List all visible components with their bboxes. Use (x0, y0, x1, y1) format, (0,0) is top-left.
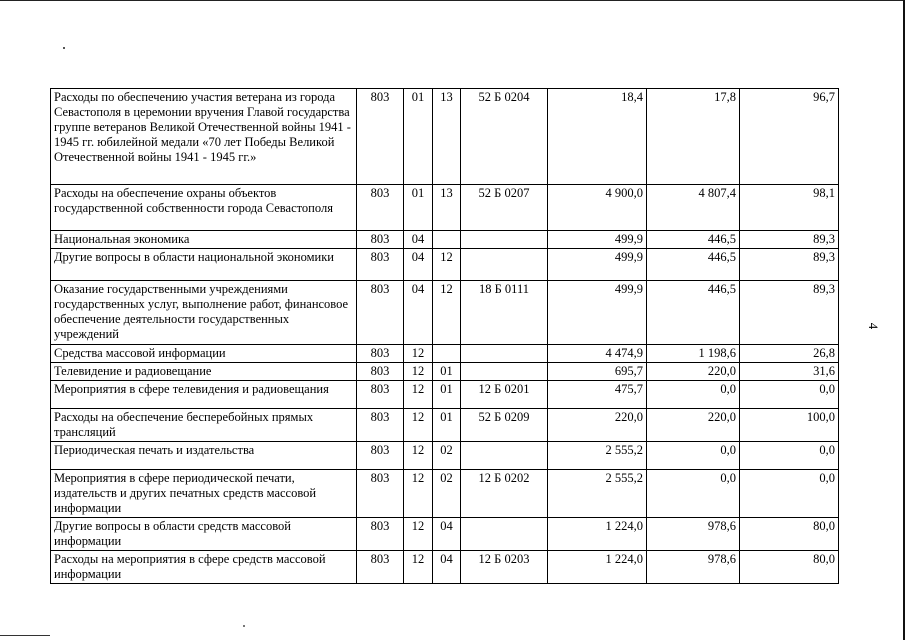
row-ved: 803 (357, 551, 404, 584)
row-fact: 978,6 (647, 518, 740, 551)
row-rz: 01 (404, 185, 433, 231)
row-rz: 04 (404, 281, 433, 345)
row-fact: 220,0 (647, 409, 740, 442)
row-rz: 12 (404, 345, 433, 363)
row-ved: 803 (357, 518, 404, 551)
scan-edge-top (0, 0, 905, 1)
row-pr: 04 (433, 518, 461, 551)
row-plan: 499,9 (548, 281, 647, 345)
row-fact: 17,8 (647, 89, 740, 185)
row-pct: 0,0 (740, 442, 839, 470)
row-name: Расходы на обеспечение охраны объектов государственной собственности города Севастополя (51, 185, 357, 231)
row-ved: 803 (357, 470, 404, 518)
row-rz: 12 (404, 551, 433, 584)
row-ved: 803 (357, 442, 404, 470)
row-pr: 13 (433, 89, 461, 185)
row-csr (461, 231, 548, 249)
scan-speck (63, 47, 65, 49)
row-plan: 499,9 (548, 231, 647, 249)
row-pr: 01 (433, 409, 461, 442)
row-pr: 04 (433, 551, 461, 584)
row-pct: 26,8 (740, 345, 839, 363)
row-pct: 0,0 (740, 470, 839, 518)
row-fact: 4 807,4 (647, 185, 740, 231)
row-ved: 803 (357, 249, 404, 281)
row-csr (461, 442, 548, 470)
row-pr: 01 (433, 381, 461, 409)
row-plan: 1 224,0 (548, 551, 647, 584)
row-pct: 89,3 (740, 231, 839, 249)
row-plan: 2 555,2 (548, 442, 647, 470)
row-pct: 89,3 (740, 249, 839, 281)
row-rz: 12 (404, 518, 433, 551)
row-name: Оказание государственными учреждениями государственных услуг, выполнение работ, финансовое обеспечение деятельности государственных учреждений (51, 281, 357, 345)
row-plan: 475,7 (548, 381, 647, 409)
row-pr: 13 (433, 185, 461, 231)
row-name: Средства массовой информации (51, 345, 357, 363)
row-fact: 446,5 (647, 249, 740, 281)
row-name: Другие вопросы в области национальной экономики (51, 249, 357, 281)
row-plan: 695,7 (548, 363, 647, 381)
row-plan: 4 474,9 (548, 345, 647, 363)
table-row (51, 442, 839, 470)
row-pct: 98,1 (740, 185, 839, 231)
row-fact: 978,6 (647, 551, 740, 584)
row-fact: 1 198,6 (647, 345, 740, 363)
row-ved: 803 (357, 381, 404, 409)
row-rz: 12 (404, 363, 433, 381)
row-csr: 12 Б 0202 (461, 470, 548, 518)
row-csr (461, 345, 548, 363)
table-row (51, 518, 839, 551)
row-name: Национальная экономика (51, 231, 357, 249)
row-plan: 4 900,0 (548, 185, 647, 231)
row-pct: 80,0 (740, 518, 839, 551)
table-row (51, 89, 839, 185)
row-ved: 803 (357, 89, 404, 185)
row-rz: 12 (404, 470, 433, 518)
row-pct: 0,0 (740, 381, 839, 409)
row-pr: 12 (433, 281, 461, 345)
row-fact: 446,5 (647, 281, 740, 345)
table-row (51, 409, 839, 442)
table-row (51, 381, 839, 409)
row-rz: 04 (404, 249, 433, 281)
row-rz: 01 (404, 89, 433, 185)
row-plan: 220,0 (548, 409, 647, 442)
row-name: Мероприятия в сфере телевидения и радиовещания (51, 381, 357, 409)
row-csr: 52 Б 0204 (461, 89, 548, 185)
row-ved: 803 (357, 409, 404, 442)
row-csr (461, 249, 548, 281)
row-pr (433, 231, 461, 249)
budget-table (50, 88, 839, 584)
page-number: 4 (866, 322, 881, 330)
row-fact: 0,0 (647, 442, 740, 470)
row-csr: 12 Б 0201 (461, 381, 548, 409)
row-name: Мероприятия в сфере периодической печати, издательств и других печатных средств массовой информации (51, 470, 357, 518)
row-pr: 01 (433, 363, 461, 381)
row-pct: 89,3 (740, 281, 839, 345)
row-pr: 12 (433, 249, 461, 281)
row-rz: 12 (404, 381, 433, 409)
row-plan: 1 224,0 (548, 518, 647, 551)
scan-edge-bottom (0, 635, 50, 636)
scan-speck (243, 625, 245, 627)
row-csr: 52 Б 0207 (461, 185, 548, 231)
table-row (51, 249, 839, 281)
row-csr: 12 Б 0203 (461, 551, 548, 584)
row-name: Телевидение и радиовещание (51, 363, 357, 381)
row-name: Другие вопросы в области средств массовой информации (51, 518, 357, 551)
row-rz: 04 (404, 231, 433, 249)
table-row (51, 185, 839, 231)
row-plan: 2 555,2 (548, 470, 647, 518)
row-pr (433, 345, 461, 363)
row-ved: 803 (357, 363, 404, 381)
row-ved: 803 (357, 345, 404, 363)
row-plan: 499,9 (548, 249, 647, 281)
row-pr: 02 (433, 442, 461, 470)
row-name: Расходы по обеспечению участия ветерана из города Севастополя в церемонии вручения Главой государства группе ветеранов Великой Отечественной войны 1941 - 1945 гг. юбилейной медали «70 лет Победы Великой Отечественной войны 1941 - 1945 гг.» (51, 89, 357, 185)
row-csr (461, 518, 548, 551)
row-ved: 803 (357, 281, 404, 345)
row-fact: 0,0 (647, 381, 740, 409)
row-rz: 12 (404, 409, 433, 442)
table-row (51, 281, 839, 345)
row-plan: 18,4 (548, 89, 647, 185)
table-row (51, 363, 839, 381)
row-pct: 80,0 (740, 551, 839, 584)
row-ved: 803 (357, 231, 404, 249)
row-pct: 96,7 (740, 89, 839, 185)
row-name: Расходы на мероприятия в сфере средств массовой информации (51, 551, 357, 584)
row-csr: 52 Б 0209 (461, 409, 548, 442)
row-fact: 220,0 (647, 363, 740, 381)
row-name: Периодическая печать и издательства (51, 442, 357, 470)
row-ved: 803 (357, 185, 404, 231)
row-fact: 446,5 (647, 231, 740, 249)
table-row (51, 470, 839, 518)
row-pr: 02 (433, 470, 461, 518)
row-rz: 12 (404, 442, 433, 470)
row-pct: 100,0 (740, 409, 839, 442)
row-name: Расходы на обеспечение бесперебойных прямых трансляций (51, 409, 357, 442)
table-row (51, 231, 839, 249)
table-row (51, 551, 839, 584)
row-pct: 31,6 (740, 363, 839, 381)
row-csr (461, 363, 548, 381)
row-csr: 18 Б 0111 (461, 281, 548, 345)
table-row (51, 345, 839, 363)
row-fact: 0,0 (647, 470, 740, 518)
